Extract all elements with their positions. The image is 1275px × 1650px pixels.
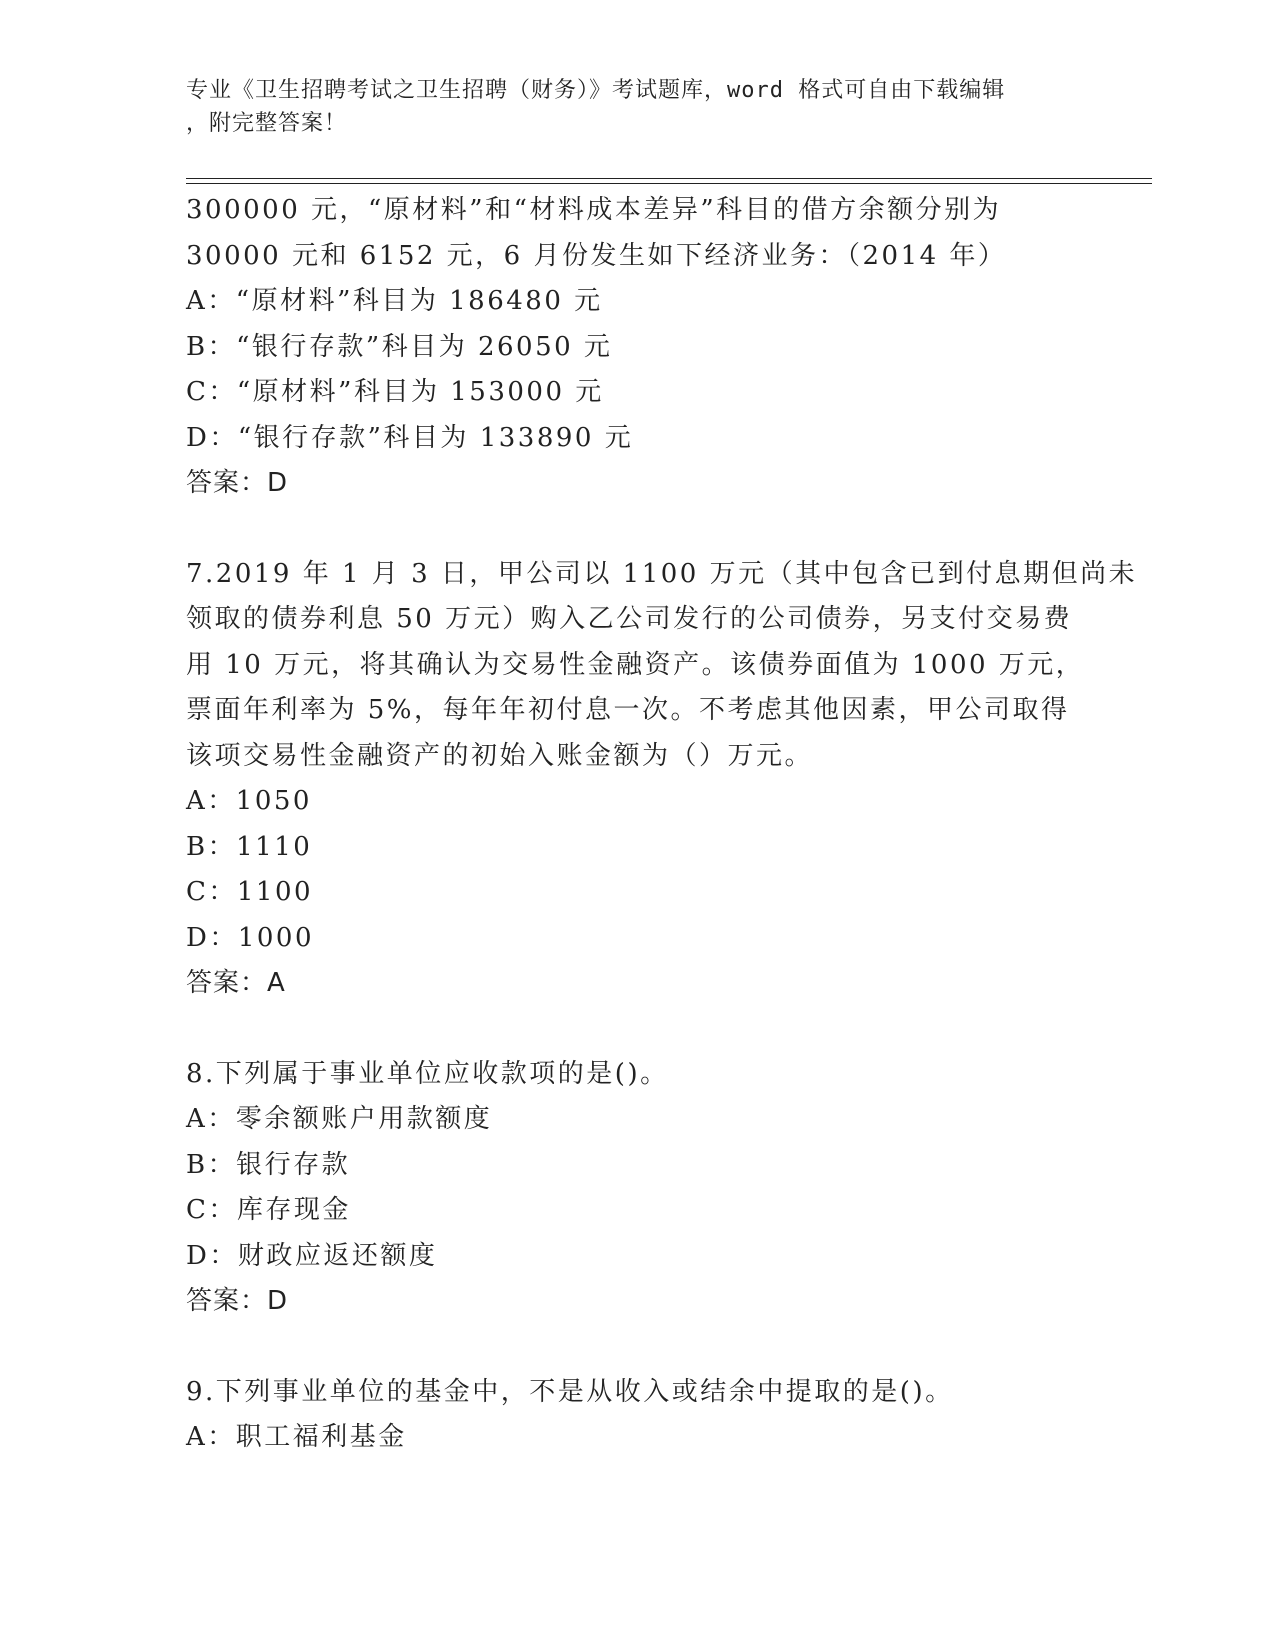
option-a: A：零余额账户用款额度 — [186, 1104, 493, 1134]
header-line-2: ，附完整答案！ — [186, 111, 348, 136]
question-text-line: 9.下列事业单位的基金中，不是从收入或结余中提取的是()。 — [186, 1376, 954, 1407]
option-c: C：1100 — [186, 877, 314, 907]
question-8 — [186, 1052, 1086, 1325]
answer-label: 答案：A — [186, 968, 286, 998]
question-text-line: 300000 元，“原材料”和“材料成本差异”科目的借方余额分别为 — [186, 195, 1002, 225]
option-c: C：“原材料”科目为 153000 元 — [186, 377, 604, 407]
question-text-line: 该项交易性金融资产的初始入账金额为（）万元。 — [186, 740, 814, 771]
question-6 — [186, 188, 1086, 507]
option-a: A：“原材料”科目为 186480 元 — [186, 286, 603, 316]
option-d: D：1000 — [186, 922, 315, 953]
question-text-line: 票面年利率为 5%，每年年初付息一次。不考虑其他因素，甲公司取得 — [186, 695, 1070, 725]
document-header — [186, 74, 1066, 140]
option-a: A：1050 — [186, 786, 312, 816]
option-a: A：职工福利基金 — [186, 1422, 407, 1452]
header-divider-top — [186, 178, 1152, 179]
option-b: B：“银行存款”科目为 26050 元 — [186, 331, 613, 362]
option-c: C：库存现金 — [186, 1195, 351, 1225]
option-d: D：“银行存款”科目为 133890 元 — [186, 422, 634, 453]
answer-label: 答案：D — [186, 468, 289, 498]
question-text-line: 领取的债券利息 50 万元）购入乙公司发行的公司债券，另支付交易费 — [186, 604, 1073, 634]
question-9 — [186, 1370, 1086, 1461]
spacer — [186, 1007, 1086, 1052]
question-text-line: 30000 元和 6152 元，6 月份发生如下经济业务：（2014 年） — [186, 240, 1007, 271]
option-b: B：1110 — [186, 831, 313, 862]
question-text-line: 8.下列属于事业单位应收款项的是()。 — [186, 1058, 669, 1089]
question-text-line: 7.2019 年 1 月 3 日，甲公司以 1100 万元（其中包含已到付息期但尚未 — [186, 558, 1138, 589]
answer-label: 答案：D — [186, 1286, 289, 1316]
option-b: B：银行存款 — [186, 1149, 351, 1180]
header-line-1: 专业《卫生招聘考试之卫生招聘（财务）》考试题库，word 格式可自由下载编辑 — [186, 78, 1006, 103]
spacer — [186, 507, 1086, 552]
header-divider-bottom — [186, 183, 1152, 184]
question-text-line: 用 10 万元，将其确认为交易性金融资产。该债券面值为 1000 万元， — [186, 649, 1085, 680]
spacer — [186, 1325, 1086, 1370]
option-d: D：财政应返还额度 — [186, 1240, 438, 1271]
question-7 — [186, 552, 1138, 1007]
document-body — [186, 188, 1138, 1461]
